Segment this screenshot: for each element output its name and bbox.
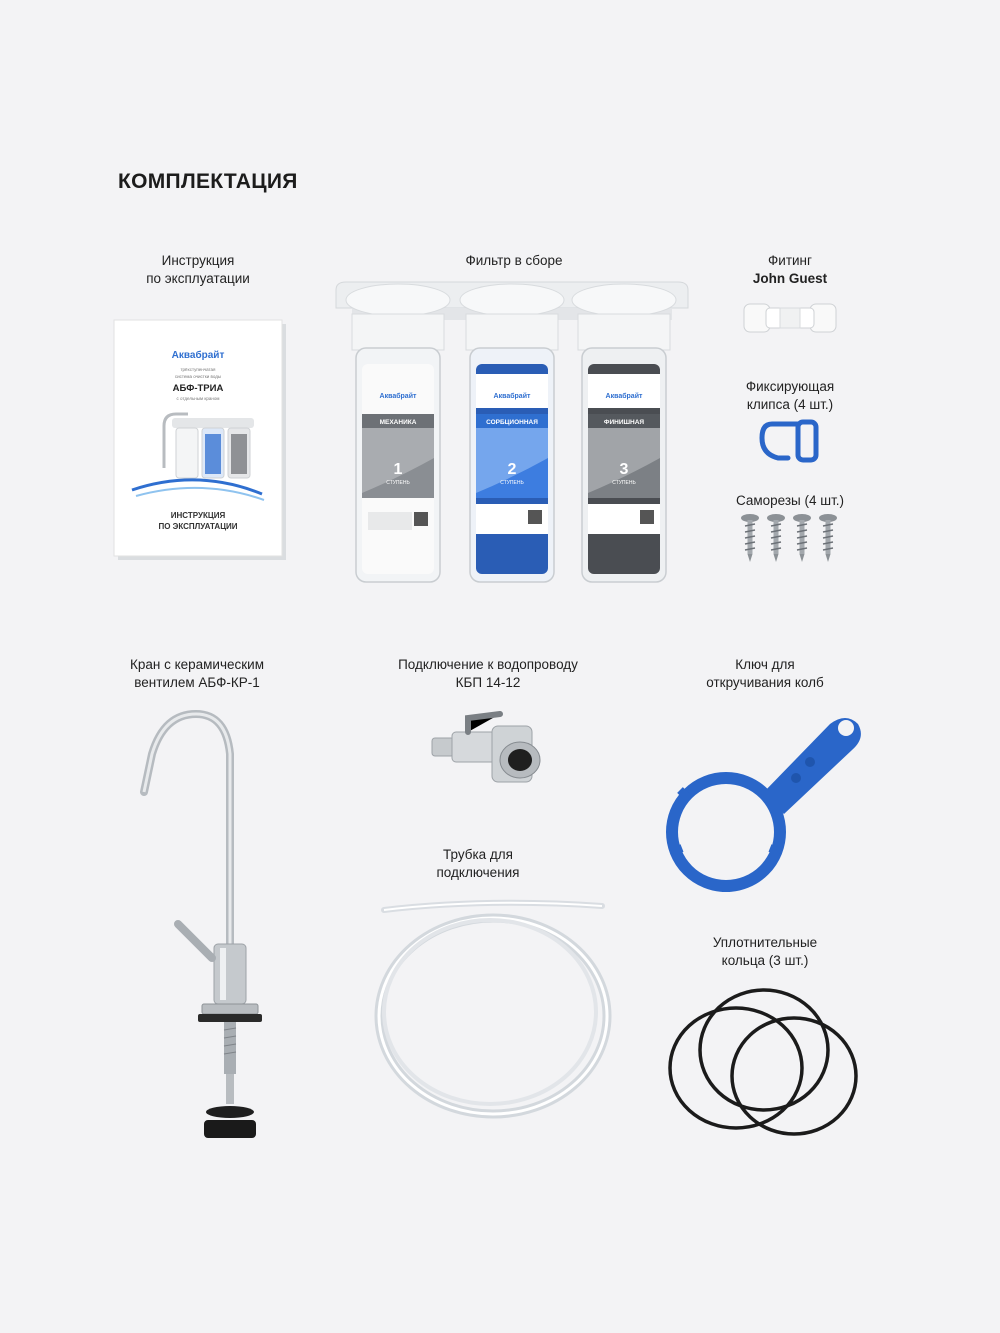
connector-caption <box>380 656 596 692</box>
wrench-caption-line1: Ключ для <box>735 657 795 672</box>
rings-caption-line2: кольца (3 шт.) <box>721 953 809 968</box>
wrench-image <box>660 698 870 894</box>
faucet-caption-line1: Кран с керамическим <box>129 657 264 672</box>
clip-caption-line1: Фиксирующая <box>745 379 835 394</box>
wrench-caption <box>690 656 840 692</box>
manual-footer1: ИНСТРУКЦИЯ <box>170 511 226 520</box>
screw-1 <box>741 514 759 562</box>
screw-3 <box>793 514 811 562</box>
manual-footer2: ПО ЭКСПЛУАТАЦИИ <box>158 522 238 531</box>
screw-2 <box>767 514 785 562</box>
o-ring-3 <box>732 1018 856 1134</box>
fitting-image <box>742 296 838 340</box>
faucet-image <box>130 708 270 1148</box>
manual-caption <box>118 252 278 288</box>
filter-flask-2 <box>470 348 554 582</box>
flask2-brand: Аквабрайт <box>493 393 531 400</box>
flask2-number: 2 <box>507 461 517 478</box>
fitting-caption-line2: John Guest <box>752 271 828 286</box>
manual-subtitle2: система очистки воды <box>174 374 222 379</box>
manual-model: АБФ-ТРИА <box>172 383 224 394</box>
clip-caption <box>720 378 860 414</box>
screws-caption: Саморезы (4 шт.) <box>735 493 845 508</box>
tube-caption <box>408 846 548 882</box>
filter-assembly-image <box>330 278 694 588</box>
wrench-caption-line2: откручивания колб <box>706 675 824 690</box>
tube-caption-line1: Трубка для <box>442 847 513 862</box>
clip-image <box>758 418 822 464</box>
flask3-number: 3 <box>619 461 629 478</box>
manual-subtitle1: трёхступенчатая <box>180 367 216 372</box>
o-ring-1 <box>670 1008 802 1128</box>
faucet-caption <box>112 656 282 692</box>
screws-image <box>736 512 846 564</box>
manual-caption-line1: Инструкция <box>161 253 235 268</box>
manual-booklet-image <box>112 318 292 566</box>
flask1-brand: Аквабрайт <box>379 393 417 400</box>
o-rings-image <box>664 980 864 1140</box>
filter-caption: Фильтр в сборе <box>465 253 563 268</box>
flask3-step: СТУПЕНЬ <box>612 480 636 486</box>
connector-caption-line1: Подключение к водопроводу <box>398 657 578 672</box>
tube-caption-line2: подключения <box>436 865 520 880</box>
page-title: КОМПЛЕКТАЦИЯ <box>118 170 298 193</box>
flask2-label: СОРБЦИОННАЯ <box>486 419 538 426</box>
o-ring-2 <box>700 990 828 1110</box>
connector-caption-line2: КБП 14-12 <box>455 675 521 690</box>
fitting-caption-line1: Фитинг <box>768 253 812 268</box>
manual-subtitle3: с отдельным краном <box>176 396 220 401</box>
flask2-step: СТУПЕНЬ <box>500 480 524 486</box>
clip-caption-line2: клипса (4 шт.) <box>746 397 834 412</box>
flask1-step: СТУПЕНЬ <box>386 480 410 486</box>
flask1-number: 1 <box>393 461 403 478</box>
filter-flask-1 <box>356 348 440 582</box>
manual-caption-line2: по эксплуатации <box>146 271 250 286</box>
flask3-brand: Аквабрайт <box>605 393 643 400</box>
connector-image <box>428 708 552 792</box>
screw-4 <box>819 514 837 562</box>
flask3-label: ФИНИШНАЯ <box>603 419 645 426</box>
rings-caption <box>690 934 840 970</box>
fitting-caption <box>730 252 850 288</box>
manual-brand: Аквабрайт <box>171 350 225 361</box>
faucet-caption-line2: вентилем АБФ-КР-1 <box>134 675 260 690</box>
flask1-label: МЕХАНИКА <box>379 419 417 426</box>
rings-caption-line1: Уплотнительные <box>712 935 818 950</box>
filter-flask-3 <box>582 348 666 582</box>
tube-image <box>366 892 620 1122</box>
